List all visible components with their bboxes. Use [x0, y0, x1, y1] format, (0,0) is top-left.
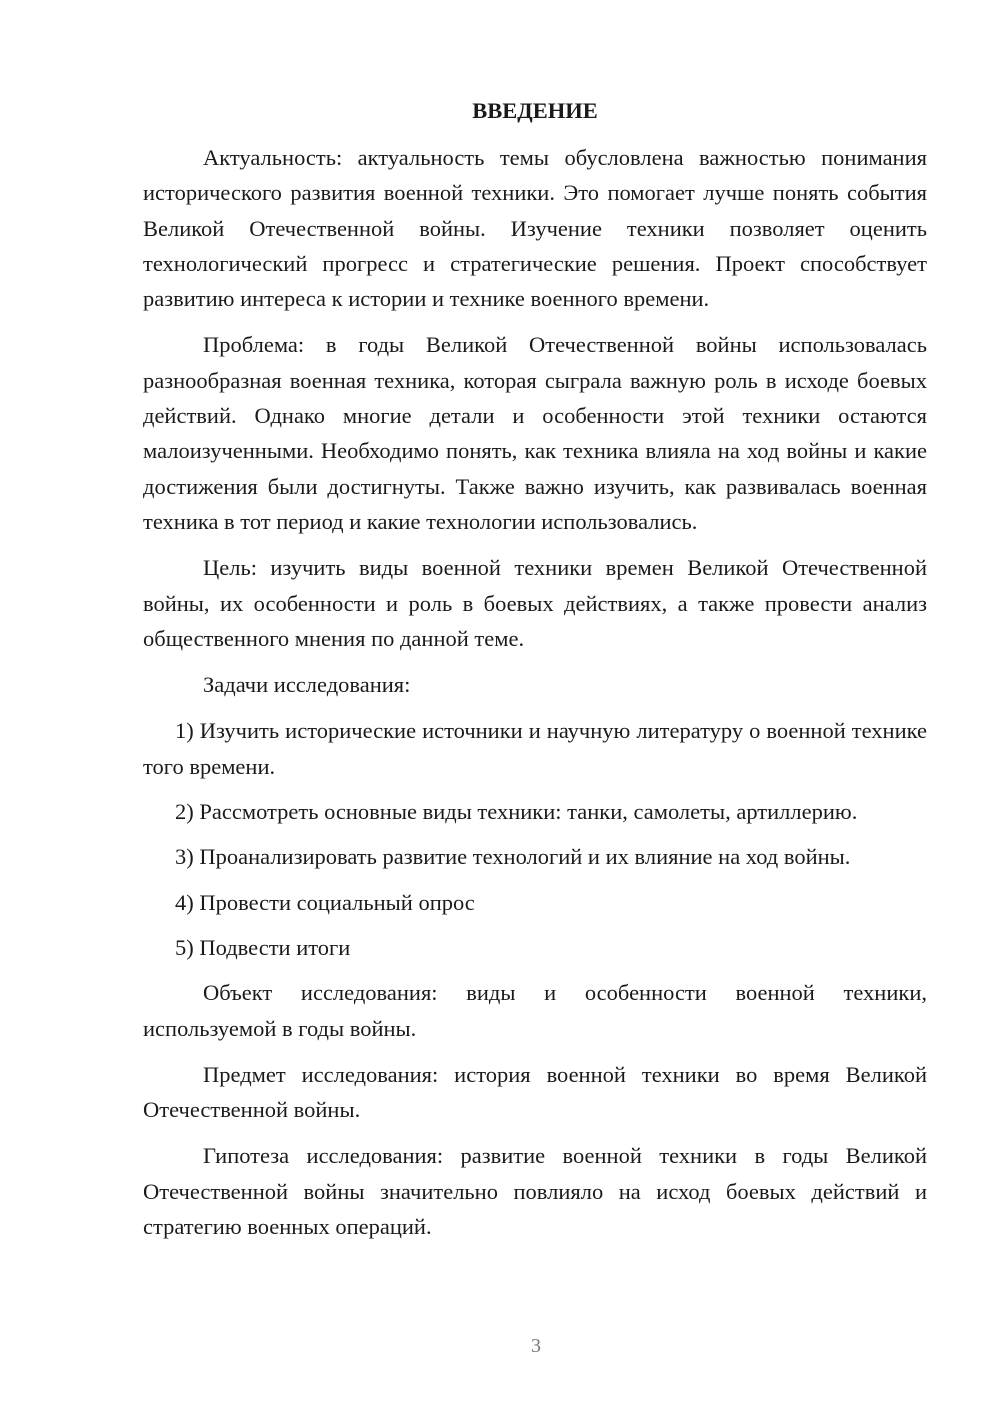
task-item-3: 3) Проанализировать развитие технологий и их влияние на ход войны.	[175, 844, 851, 870]
task-item-5: 5) Подвести итоги	[175, 934, 351, 960]
tasks-heading: Задачи исследования:	[203, 672, 411, 698]
page-number: 3	[531, 1335, 541, 1357]
relevance-paragraph: Актуальность: актуальность темы обусловлена важностью понимания исторического развития военной техники. Это помогает лучше понять события Великой Отечественной войны. Изучение техники позволяет оценить технологический прогресс и стратегические решения. Проект способствует развитию интереса к истории и технике военного времени.	[143, 145, 927, 312]
task-list	[143, 713, 927, 965]
hypothesis-paragraph: Гипотеза исследования: развитие военной техники в годы Великой Отечественной войны значительно повлияло на исход боевых действий и стратегию военных операций.	[143, 1143, 927, 1240]
object-paragraph: Объект исследования: виды и особенности военной техники, используемой в годы войны.	[143, 980, 927, 1041]
goal-paragraph: Цель: изучить виды военной техники времен Великой Отечественной войны, их особенности и роль в боевых действиях, а также провести анализ общественного мнения по данной теме.	[143, 555, 927, 651]
task-item-4: 4) Провести социальный опрос	[175, 889, 475, 915]
problem-paragraph: Проблема: в годы Великой Отечественной войны использовалась разнообразная военная техника, которая сыграла важную роль в исходе боевых действий. Однако многие детали и особенности этой техники остаются малоизученными. Необходимо понять, как техника влияла на ход войны и какие достижения были достигнуты. Также важно изучить, как развивалась военная техника в тот период и какие технологии использовались.	[143, 332, 927, 534]
task-item-1: 1) Изучить исторические источники и научную литературу о военной технике того времени.	[143, 718, 927, 779]
page-content	[143, 94, 927, 1255]
subject-paragraph: Предмет исследования: история военной техники во время Великой Отечественной войны.	[143, 1061, 927, 1123]
task-item-2: 2) Рассмотреть основные виды техники: танки, самолеты, артиллерию.	[175, 799, 858, 825]
page-title: ВВЕДЕНИЕ	[472, 98, 598, 123]
